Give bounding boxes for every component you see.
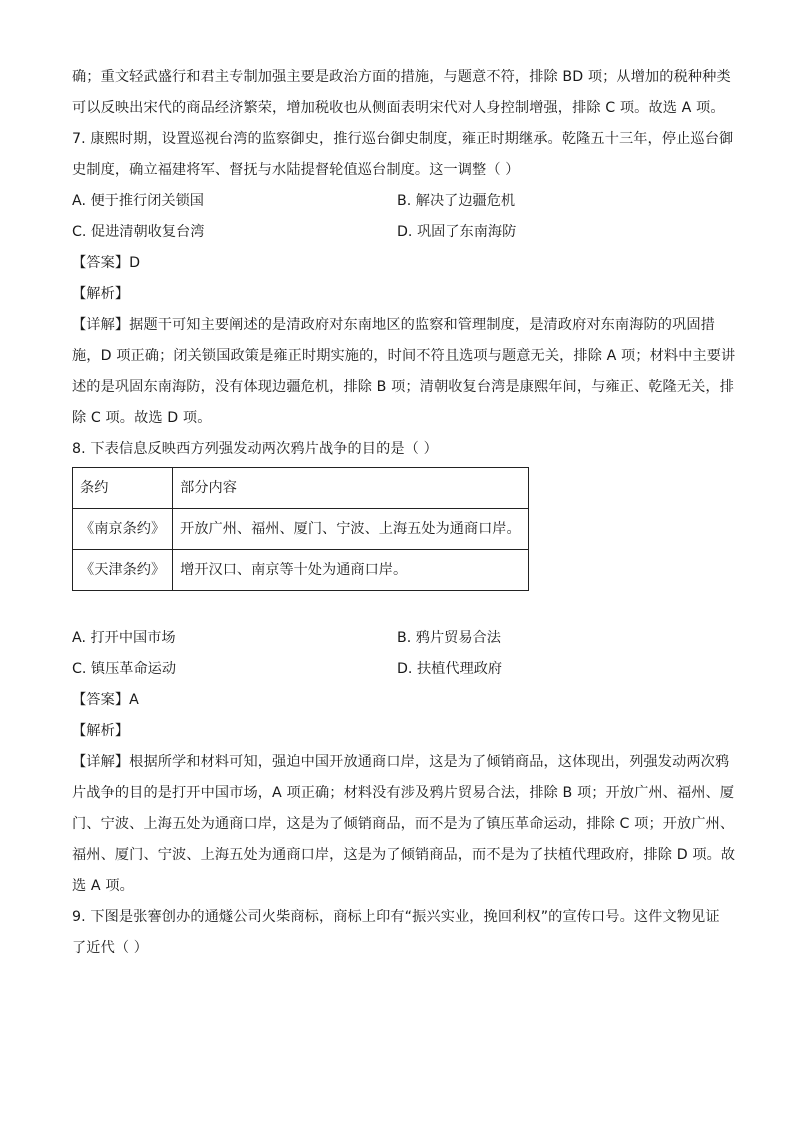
q8-option-a: A. 打开中国市场 bbox=[72, 630, 176, 646]
q7-option-c: C. 促进清朝收复台湾 bbox=[72, 224, 205, 240]
q7-analysis-label: 【解析】 bbox=[72, 286, 130, 302]
table-cell: 开放广州、福州、厦门、宁波、上海五处为通商口岸。 bbox=[173, 509, 529, 550]
q7-option-a: A. 便于推行闭关锁国 bbox=[72, 193, 204, 209]
treaty-table bbox=[72, 467, 529, 591]
detail-text: 根据所学和材料可知，强迫中国开放通商口岸，这是为了倾销商品，这体现出，列强发动两次鸦 bbox=[129, 754, 730, 770]
q7-option-b: B. 解决了边疆危机 bbox=[397, 193, 516, 209]
q8-answer bbox=[72, 685, 724, 716]
q7-answer bbox=[72, 248, 724, 279]
table-header-cell: 部分内容 bbox=[173, 468, 529, 509]
q8-option-b: B. 鸦片贸易合法 bbox=[397, 630, 501, 646]
intro-line: 确；重文轻武盛行和君主专制加强主要是政治方面的措施，与题意不符，排除 BD 项；从增加的税种种类 bbox=[72, 69, 731, 85]
table-cell: 《南京条约》 bbox=[73, 509, 173, 550]
q9-stem-line: 了近代（ ） bbox=[72, 940, 149, 956]
table-row bbox=[73, 509, 529, 550]
q7-options-row-2 bbox=[72, 217, 724, 248]
answer-value: D bbox=[129, 255, 141, 271]
q8-options-row-1 bbox=[72, 623, 724, 654]
table-header-row bbox=[73, 468, 529, 509]
q7-stem-line: 史制度，确立福建将军、督抚与水陆提督轮值巡台制度。这一调整（ ） bbox=[72, 162, 520, 178]
table-cell: 增开汉口、南京等十处为通商口岸。 bbox=[173, 550, 529, 591]
q8-option-c: C. 镇压革命运动 bbox=[72, 661, 177, 677]
q8-stem: 8. 下表信息反映西方列强发动两次鸦片战争的目的是（ ） bbox=[72, 441, 438, 457]
q7-detail-line: 施，D 项正确；闭关锁国政策是雍正时期实施的，时间不符且选项与题意无关，排除 A 项；材料中主要讲 bbox=[72, 348, 736, 364]
detail-label: 【详解】 bbox=[72, 754, 130, 770]
q9-stem-line: 9. 下图是张謇创办的通燧公司火柴商标，商标上印有“振兴实业，挽回利权”的宣传口号。这件文物见证 bbox=[72, 909, 720, 925]
table-cell: 《天津条约》 bbox=[73, 550, 173, 591]
q7-detail-line: 除 C 项。故选 D 项。 bbox=[72, 410, 212, 426]
document-page bbox=[72, 62, 736, 964]
table-header-cell: 条约 bbox=[73, 468, 173, 509]
q7-options-row-1 bbox=[72, 186, 724, 217]
q8-option-d: D. 扶植代理政府 bbox=[397, 661, 503, 677]
q8-detail-line: 门、宁波、上海五处为通商口岸，这是为了倾销商品，而不是为了镇压革命运动，排除 C 项；开放广州、 bbox=[72, 816, 735, 832]
q8-detail-line: 片战争的目的是打开中国市场，A 项正确；材料没有涉及鸦片贸易合法，排除 B 项；开放广州、福州、厦 bbox=[72, 785, 735, 801]
q7-detail-line: 述的是巩固东南海防，没有体现边疆危机，排除 B 项；清朝收复台湾是康熙年间，与雍正、乾隆无关，排 bbox=[72, 379, 734, 395]
answer-label: 【答案】 bbox=[72, 255, 130, 271]
q7-option-d: D. 巩固了东南海防 bbox=[397, 224, 517, 240]
detail-label: 【详解】 bbox=[72, 317, 130, 333]
q8-detail-line: 福州、厦门、宁波、上海五处为通商口岸，这是为了倾销商品，而不是为了扶植代理政府，排除 D 项。故 bbox=[72, 847, 736, 863]
answer-label: 【答案】 bbox=[72, 692, 130, 708]
q7-detail-line bbox=[72, 310, 724, 341]
q8-detail-line: 选 A 项。 bbox=[72, 878, 134, 894]
intro-line: 可以反映出宋代的商品经济繁荣，增加税收也从侧面表明宋代对人身控制增强，排除 C 项。故选 A 项。 bbox=[72, 100, 725, 116]
answer-value: A bbox=[129, 692, 139, 708]
table-row bbox=[73, 550, 529, 591]
q8-options-row-2 bbox=[72, 654, 724, 685]
table-spacer bbox=[72, 591, 724, 623]
q8-detail-line bbox=[72, 747, 730, 778]
detail-text: 据题干可知主要阐述的是清政府对东南地区的监察和管理制度，是清政府对东南海防的巩固措 bbox=[129, 317, 715, 333]
q8-analysis-label: 【解析】 bbox=[72, 723, 130, 739]
q7-stem-line: 7. 康熙时期，设置巡视台湾的监察御史，推行巡台御史制度，雍正时期继承。乾隆五十三年，停止巡台御 bbox=[72, 131, 734, 147]
